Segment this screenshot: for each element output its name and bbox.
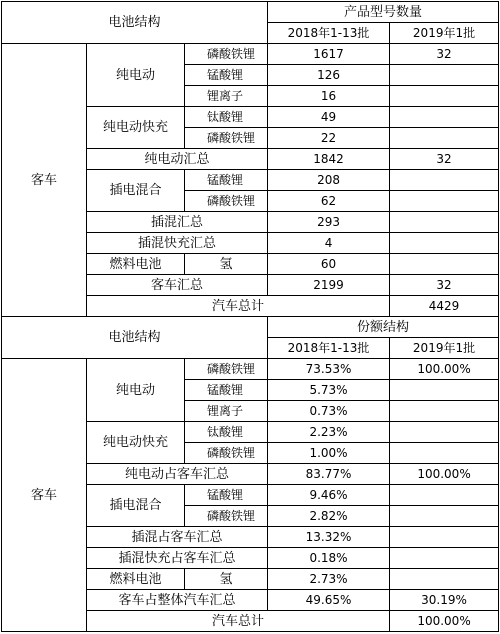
value-cell (390, 233, 499, 254)
value-cell: 5.73% (268, 380, 390, 401)
hydrogen-label: 氢 (185, 569, 268, 590)
value-cell (390, 86, 499, 107)
hydrogen-label: 氢 (185, 254, 268, 275)
value-cell: 32 (390, 149, 499, 170)
value-cell (390, 65, 499, 86)
bev-total-label: 纯电动汇总 (87, 149, 268, 170)
value-cell: 32 (390, 44, 499, 65)
lfp-label: 磷酸铁锂 (185, 443, 268, 464)
value-cell: 0.73% (268, 401, 390, 422)
lfp-label: 磷酸铁锂 (185, 44, 268, 65)
value-cell (390, 254, 499, 275)
value-cell: 2.82% (268, 506, 390, 527)
lfp-label: 磷酸铁锂 (185, 359, 268, 380)
value-cell (390, 485, 499, 506)
fuel-cell-label: 燃料电池 (87, 254, 185, 275)
value-cell (390, 443, 499, 464)
bev-fast-label: 纯电动快充 (87, 422, 185, 464)
value-cell: 13.32% (268, 527, 390, 548)
lfp-label: 磷酸铁锂 (185, 128, 268, 149)
value-cell: 1617 (268, 44, 390, 65)
value-cell: 0.18% (268, 548, 390, 569)
value-cell: 126 (268, 65, 390, 86)
li-ion-label: 锂离子 (185, 86, 268, 107)
value-cell: 2199 (268, 275, 390, 296)
model-count-header: 产品型号数量 (268, 2, 499, 23)
li-ion-label: 锂离子 (185, 401, 268, 422)
bev-share-label: 纯电动占客车汇总 (87, 464, 268, 485)
value-cell: 49.65% (268, 590, 390, 611)
phev-label: 插电混合 (87, 170, 185, 212)
share-structure-header: 份额结构 (268, 317, 499, 338)
phev-share-label: 插混占客车汇总 (87, 527, 268, 548)
value-cell: 100.00% (390, 611, 499, 632)
lfp-label: 磷酸铁锂 (185, 191, 268, 212)
battery-structure-header: 电池结构 (2, 317, 268, 359)
col-2018-header: 2018年1-13批 (268, 23, 390, 44)
value-cell: 293 (268, 212, 390, 233)
bus-label: 客车 (2, 359, 87, 632)
bus-total-label: 客车汇总 (87, 275, 268, 296)
lfp-label: 磷酸铁锂 (185, 506, 268, 527)
value-cell: 16 (268, 86, 390, 107)
battery-structure-header: 电池结构 (2, 2, 268, 44)
value-cell (390, 212, 499, 233)
bus-share-label: 客车占整体汽车汇总 (87, 590, 268, 611)
value-cell: 4429 (390, 296, 499, 317)
value-cell: 73.53% (268, 359, 390, 380)
value-cell (390, 401, 499, 422)
value-cell: 4 (268, 233, 390, 254)
col-2018-header: 2018年1-13批 (268, 338, 390, 359)
lto-label: 钛酸锂 (185, 422, 268, 443)
value-cell (390, 380, 499, 401)
value-cell: 62 (268, 191, 390, 212)
lmo-label: 锰酸锂 (185, 380, 268, 401)
value-cell: 83.77% (268, 464, 390, 485)
phev-fast-share-label: 插混快充占客车汇总 (87, 548, 268, 569)
value-cell: 32 (390, 275, 499, 296)
bev-label: 纯电动 (87, 359, 185, 422)
value-cell (390, 170, 499, 191)
vehicle-total-label: 汽车总计 (87, 611, 390, 632)
bev-label: 纯电动 (87, 44, 185, 107)
col-2019-header: 2019年1批 (390, 23, 499, 44)
bev-fast-label: 纯电动快充 (87, 107, 185, 149)
value-cell (390, 548, 499, 569)
value-cell: 208 (268, 170, 390, 191)
value-cell: 2.23% (268, 422, 390, 443)
value-cell (390, 422, 499, 443)
value-cell: 1.00% (268, 443, 390, 464)
value-cell (390, 569, 499, 590)
phev-fast-total-label: 插混快充汇总 (87, 233, 268, 254)
value-cell: 1842 (268, 149, 390, 170)
value-cell (390, 107, 499, 128)
phev-label: 插电混合 (87, 485, 185, 527)
battery-structure-table (1, 1, 499, 632)
bus-label: 客车 (2, 44, 87, 317)
value-cell: 2.73% (268, 569, 390, 590)
value-cell: 60 (268, 254, 390, 275)
value-cell: 100.00% (390, 359, 499, 380)
lmo-label: 锰酸锂 (185, 485, 268, 506)
lto-label: 钛酸锂 (185, 107, 268, 128)
value-cell (390, 527, 499, 548)
value-cell (390, 506, 499, 527)
fuel-cell-label: 燃料电池 (87, 569, 185, 590)
value-cell (390, 128, 499, 149)
value-cell: 22 (268, 128, 390, 149)
phev-total-label: 插混汇总 (87, 212, 268, 233)
col-2019-header: 2019年1批 (390, 338, 499, 359)
lmo-label: 锰酸锂 (185, 65, 268, 86)
value-cell: 30.19% (390, 590, 499, 611)
lmo-label: 锰酸锂 (185, 170, 268, 191)
vehicle-total-label: 汽车总计 (87, 296, 390, 317)
value-cell: 9.46% (268, 485, 390, 506)
value-cell: 49 (268, 107, 390, 128)
value-cell (390, 191, 499, 212)
value-cell: 100.00% (390, 464, 499, 485)
